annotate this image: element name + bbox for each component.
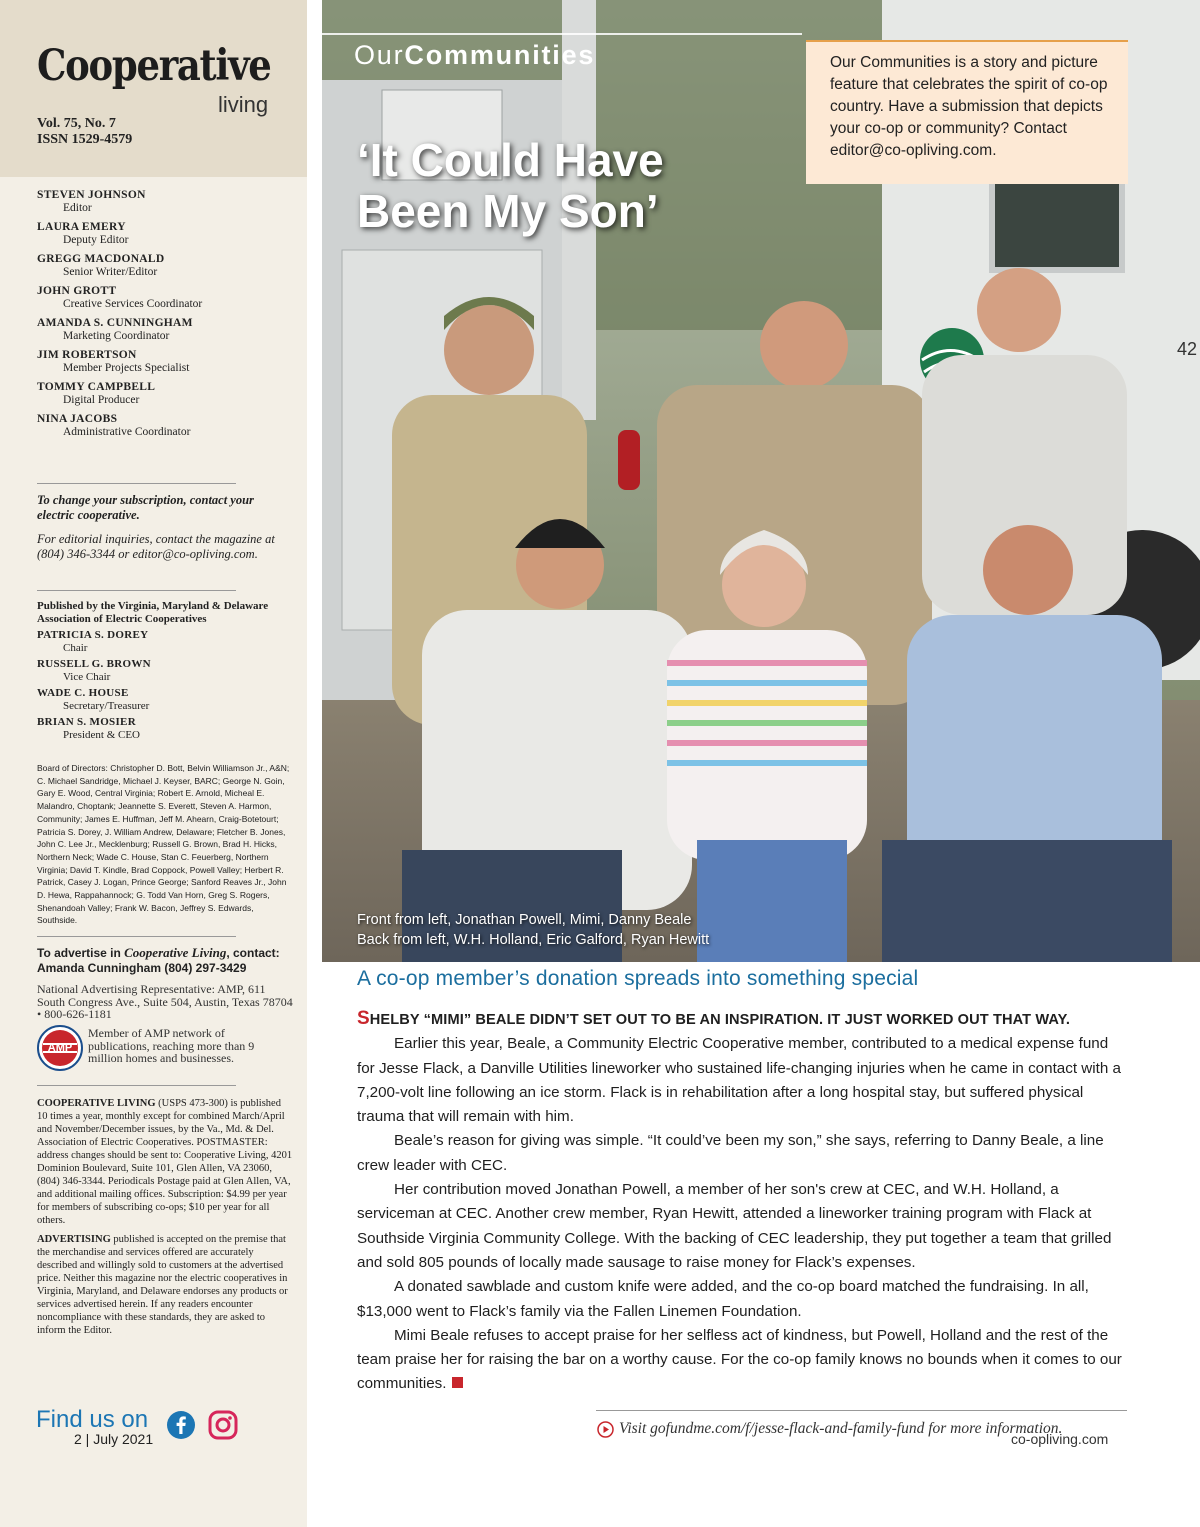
staff-list [37, 189, 287, 445]
advertise-prefix: To advertise in [37, 946, 125, 960]
site-url[interactable]: co-opliving.com [1011, 1431, 1109, 1447]
paragraph: Earlier this year, Beale, a Community Electric Cooperative member, contributed to a medical expense fund for Jesse Flack, a Danville Utilities lineworker who sustained life-changing injuries when he came in contact with a 7,200-volt line following an ice storm. Flack is in rehabilitation after a long hospital stay, but suffered physical trauma that will remain with him. [357, 1035, 1121, 1126]
play-circle-icon [597, 1421, 614, 1438]
officer-name: PATRICIA S. DOREY [37, 629, 149, 641]
drop-cap: S [357, 1008, 370, 1029]
end-mark-icon [452, 1377, 463, 1388]
masthead-sidebar [0, 0, 307, 1527]
staff-item [37, 253, 287, 279]
published-by: Published by the Virginia, Maryland & Delaware Association of Electric Cooperatives [37, 600, 269, 625]
find-us-label: Find us on [36, 1406, 149, 1433]
divider [37, 936, 236, 937]
photo-caption [357, 910, 709, 950]
section-tag-bold: Communities [404, 40, 596, 70]
legal-title: COOPERATIVE LIVING [37, 1098, 156, 1109]
staff-role: Senior Writer/Editor [63, 266, 158, 278]
legal-notice [37, 1097, 293, 1343]
divider [37, 1085, 236, 1086]
lead-text: HELBY “MIMI” BEALE DIDN’T SET OUT TO BE AN INSPIRATION. IT JUST WORKED OUT THAT WAY. [369, 1012, 1071, 1028]
staff-item [37, 189, 287, 215]
logo-main-text: Cooperative [37, 41, 271, 91]
officer-role: Secretary/Treasurer [63, 700, 150, 712]
staff-item [37, 381, 287, 407]
staff-item [37, 413, 287, 439]
board-of-directors: Board of Directors: Christopher D. Bott, Belvin Williamson Jr., A&N; C. Michael Sandridge, Michael J. Keyser, BARC; George N. Goin, Gary E. Wood, Central Virginia; Robert E. Arnold, Micheal E. Malandro, Choptank; Jeannette S. Everett, Steven A. Harmon, Community; James E. Huffman, Jeff M. Ahearn, Craig-Botetourt; Patricia S. Dorey, J. William Andrew, Delaware; Fletcher B. Jones, John C. Lee Jr., Mecklenburg; Russell G. Brown, Brad H. Hicks, Northern Neck; Wade C. House, Stan C. Feuerberg, Northern Virginia; David T. Kindle, Brad Coppock, Powell Valley; Herbert R. Patrick, Casey J. Logan, Prince George; Sanford Reaves Jr., John D. Hewa, Rappahannock; G. Todd Van Horn, Greg S. Rogers, Shenandoah Valley; Frank W. Bacon, Jeffrey S. Edwards, Southside. [37, 763, 290, 926]
officer-role: Vice Chair [63, 671, 111, 683]
page-folio: 2 | July 2021 [74, 1431, 154, 1447]
paragraph: Her contribution moved Jonathan Powell, a member of her son's crew at CEC, and W.H. Holland, a serviceman at CEC. Another crew member, Ryan Hewitt, attended a lineworker training program with Flack at Southside Virginia Community College. With the backing of CEC leadership, they put together a team that grilled and sold 805 pounds of locally made sausage to raise money for Flack’s expenses. [357, 1181, 1112, 1271]
truck-number: 42 [1177, 339, 1198, 359]
staff-name: STEVEN JOHNSON [37, 189, 146, 201]
legal-adv-title: ADVERTISING [37, 1234, 111, 1245]
caption-front-row: Front from left, Jonathan Powell, Mimi, Danny Beale [357, 912, 692, 928]
officer-role: Chair [63, 642, 88, 654]
officer [37, 629, 297, 655]
volume-number: Vol. 75, No. 7 [37, 116, 116, 131]
paragraph: A donated sawblade and custom knife were added, and the co-op board matched the fundraising. In all, $13,000 went to Flack’s family via the Fallen Linemen Foundation. [357, 1278, 1089, 1320]
amp-member-note: Member of AMP network of publications, reaching more than 9 million homes and businesses. [88, 1026, 255, 1065]
subscription-note: To change your subscription, contact your electric cooperative. [37, 493, 254, 522]
paragraph: Beale’s reason for giving was simple. “It could’ve been my son,” she says, referring to Danny Beale, a line crew leader with CEC. [357, 1132, 1104, 1174]
staff-name: GREGG MACDONALD [37, 253, 165, 265]
staff-role: Digital Producer [63, 394, 140, 406]
article-body [357, 1007, 1127, 1397]
staff-role: Creative Services Coordinator [63, 298, 203, 310]
advertise-magazine: Cooperative Living [124, 945, 227, 960]
publisher-info [37, 600, 297, 742]
facebook-icon[interactable] [166, 1410, 196, 1440]
divider [37, 483, 236, 484]
officer-name: BRIAN S. MOSIER [37, 716, 136, 728]
staff-name: AMANDA S. CUNNINGHAM [37, 317, 193, 329]
volume-info [37, 116, 132, 148]
officer-name: RUSSELL G. BROWN [37, 658, 151, 670]
magazine-logo [37, 41, 277, 117]
staff-role: Deputy Editor [63, 234, 129, 246]
staff-role: Member Projects Specialist [63, 362, 190, 374]
divider [37, 590, 236, 591]
staff-role: Administrative Coordinator [63, 426, 191, 438]
legal-text-1: (USPS 473-300) is published 10 times a year, monthly except for combined March/April and November/December issues, by the Va., Md. & Del. Association of Electric Cooperatives. POSTMASTER: address changes should be sent to: Cooperative Living, 4201 Dominion Boulevard, Suite 101, Glen Allen, VA 23060, (804) 346-3344. Periodicals Postage paid at Glen Allen, VA, and additional mailing offices. Subscription: $4.99 per year for members of subscribing co-ops; $10 per year for all others. [37, 1098, 293, 1226]
logo-sub-text: living [218, 92, 269, 117]
advertise-name: Amanda Cunningham (804) 297-3429 [37, 961, 247, 975]
feature-infobox: Our Communities is a story and picture feature that celebrates the spirit of co-op country. Have a submission that depicts your co-op or community? Contact editor@co-opliving.com. [806, 40, 1128, 184]
legal-text-2: published is accepted on the premise that the merchandise and services offered are accurately described and willingly sold to customers at the advertised price. Neither this magazine nor the electric cooperatives in Virginia, Maryland, and Delaware endorses any products or services advertised herein. If any readers encounter noncompliance with these standards, they are asked to inform the Editor. [37, 1234, 288, 1336]
officer [37, 658, 297, 684]
staff-item [37, 349, 287, 375]
article-headline: ‘It Could Have Been My Son’ [357, 134, 664, 237]
advertise-contact [37, 945, 295, 976]
staff-item [37, 285, 287, 311]
paragraph-text: Mimi Beale refuses to accept praise for her selfless act of kindness, but Powell, Holland and the rest of the team praise her for raising the bar on a worthy cause. For the co-op family knows no bounds when it comes to our communities. [357, 1326, 1122, 1393]
staff-name: NINA JACOBS [37, 413, 118, 425]
amp-logo-text: AMP [47, 1042, 73, 1054]
instagram-icon[interactable] [208, 1410, 238, 1440]
section-rule [322, 33, 802, 35]
advertise-suffix: , contact: [226, 946, 280, 960]
officer [37, 687, 297, 713]
staff-name: LAURA EMERY [37, 221, 126, 233]
contact-notes [37, 493, 277, 571]
staff-role: Marketing Coordinator [63, 330, 170, 342]
caption-back-row: Back from left, W.H. Holland, Eric Galford, Ryan Hewitt [357, 932, 710, 948]
lead-sentence [357, 1007, 1127, 1032]
issn: ISSN 1529-4579 [37, 132, 133, 147]
staff-role: Editor [63, 202, 92, 214]
more-info-link[interactable] [597, 1420, 1062, 1438]
staff-name: JIM ROBERTSON [37, 349, 137, 361]
officer-role: President & CEO [63, 729, 140, 741]
amp-logo [37, 1025, 83, 1071]
national-rep: National Advertising Representative: AMP, 611 South Congress Ave., Suite 504, Austin, Texas 78704 • 800-626-1181 [37, 982, 293, 1021]
staff-name: JOHN GROTT [37, 285, 117, 297]
section-tag-light: Our [354, 40, 405, 70]
more-info-text[interactable]: Visit gofundme.com/f/jesse-flack-and-family-fund for more information. [619, 1420, 1063, 1437]
paragraph-last [357, 1324, 1127, 1397]
staff-item [37, 317, 287, 343]
editorial-note: For editorial inquiries, contact the magazine at (804) 346-3344 or editor@co-opliving.com. [37, 532, 275, 561]
divider [596, 1410, 1127, 1411]
officer-name: WADE C. HOUSE [37, 687, 129, 699]
staff-item [37, 221, 287, 247]
article-deck: A co-op member’s donation spreads into something special [357, 967, 919, 990]
officer [37, 716, 297, 742]
staff-name: TOMMY CAMPBELL [37, 381, 156, 393]
section-tag [354, 40, 595, 71]
